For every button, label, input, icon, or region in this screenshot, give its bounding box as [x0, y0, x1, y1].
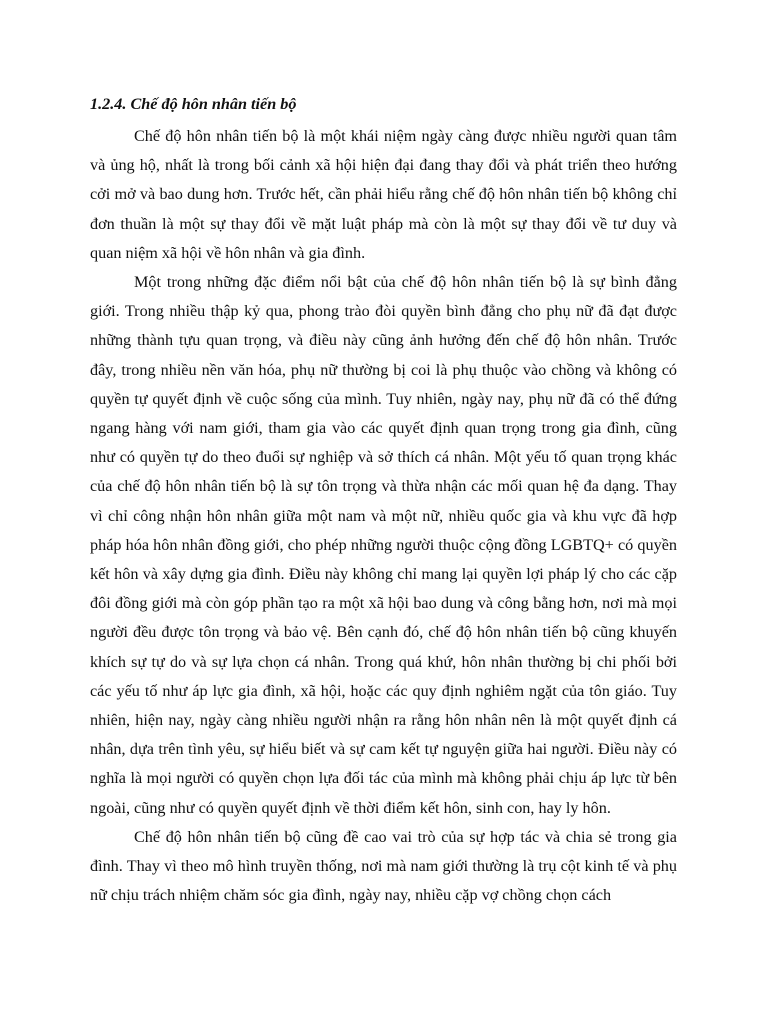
document-page	[90, 92, 677, 910]
paragraph-3: Chế độ hôn nhân tiến bộ cũng đề cao vai trò của sự hợp tác và chia sẻ trong gia đình. Thay vì theo mô hình truyền thống, nơi mà nam giới thường là trụ cột kinh tế và phụ nữ chịu trách nhiệm chăm sóc gia đình, ngày nay, nhiều cặp vợ chồng chọn cách	[90, 827, 677, 905]
paragraph-1: Chế độ hôn nhân tiến bộ là một khái niệm ngày càng được nhiều người quan tâm và ủng hộ, nhất là trong bối cảnh xã hội hiện đại đang thay đổi và phát triển theo hướng cởi mở và bao dung hơn. Trước hết, cần phải hiểu rằng chế độ hôn nhân tiến bộ không chỉ đơn thuần là một sự thay đổi về mặt luật pháp mà còn là một sự thay đổi về tư duy và quan niệm xã hội về hôn nhân và gia đình.	[90, 127, 677, 262]
paragraph-2: Một trong những đặc điểm nổi bật của chế độ hôn nhân tiến bộ là sự bình đẳng giới. Trong nhiều thập kỷ qua, phong trào đòi quyền bình đẳng cho phụ nữ đã đạt được những thành tựu quan trọng, và điều này cũng ảnh hưởng đến chế độ hôn nhân. Trước đây, trong nhiều nền văn hóa, phụ nữ thường bị coi là phụ thuộc vào chồng và không có quyền tự quyết định về cuộc sống của mình. Tuy nhiên, ngày nay, phụ nữ đã có thể đứng ngang hàng với nam giới, tham gia vào các quyết định quan trọng trong gia đình, cũng như có quyền tự do theo đuổi sự nghiệp và sở thích cá nhân. Một yếu tố quan trọng khác của chế độ hôn nhân tiến bộ là sự tôn trọng và thừa nhận các mối quan hệ đa dạng. Thay vì chỉ công nhận hôn nhân giữa một nam và một nữ, nhiều quốc gia và khu vực đã hợp pháp hóa hôn nhân đồng giới, cho phép những người thuộc cộng đồng LGBTQ+ có quyền kết hôn và xây dựng gia đình. Điều này không chỉ mang lại quyền lợi pháp lý cho các cặp đôi đồng giới mà còn góp phần tạo ra một xã hội bao dung và công bằng hơn, nơi mà mọi người đều được tôn trọng và bảo vệ. Bên cạnh đó, chế độ hôn nhân tiến bộ cũng khuyến khích sự tự do và sự lựa chọn cá nhân. Trong quá khứ, hôn nhân thường bị chi phối bởi các yếu tố như áp lực gia đình, xã hội, hoặc các quy định nghiêm ngặt của tôn giáo. Tuy nhiên, hiện nay, ngày càng nhiều người nhận ra rằng hôn nhân nên là một quyết định cá nhân, dựa trên tình yêu, sự hiểu biết và sự cam kết tự nguyện giữa hai người. Điều này có nghĩa là mọi người có quyền chọn lựa đối tác của mình mà không phải chịu áp lực từ bên ngoài, cũng như có quyền quyết định về thời điểm kết hôn, sinh con, hay ly hôn.	[90, 273, 677, 817]
section-heading: 1.2.4. Chế độ hôn nhân tiến bộ	[90, 95, 297, 113]
